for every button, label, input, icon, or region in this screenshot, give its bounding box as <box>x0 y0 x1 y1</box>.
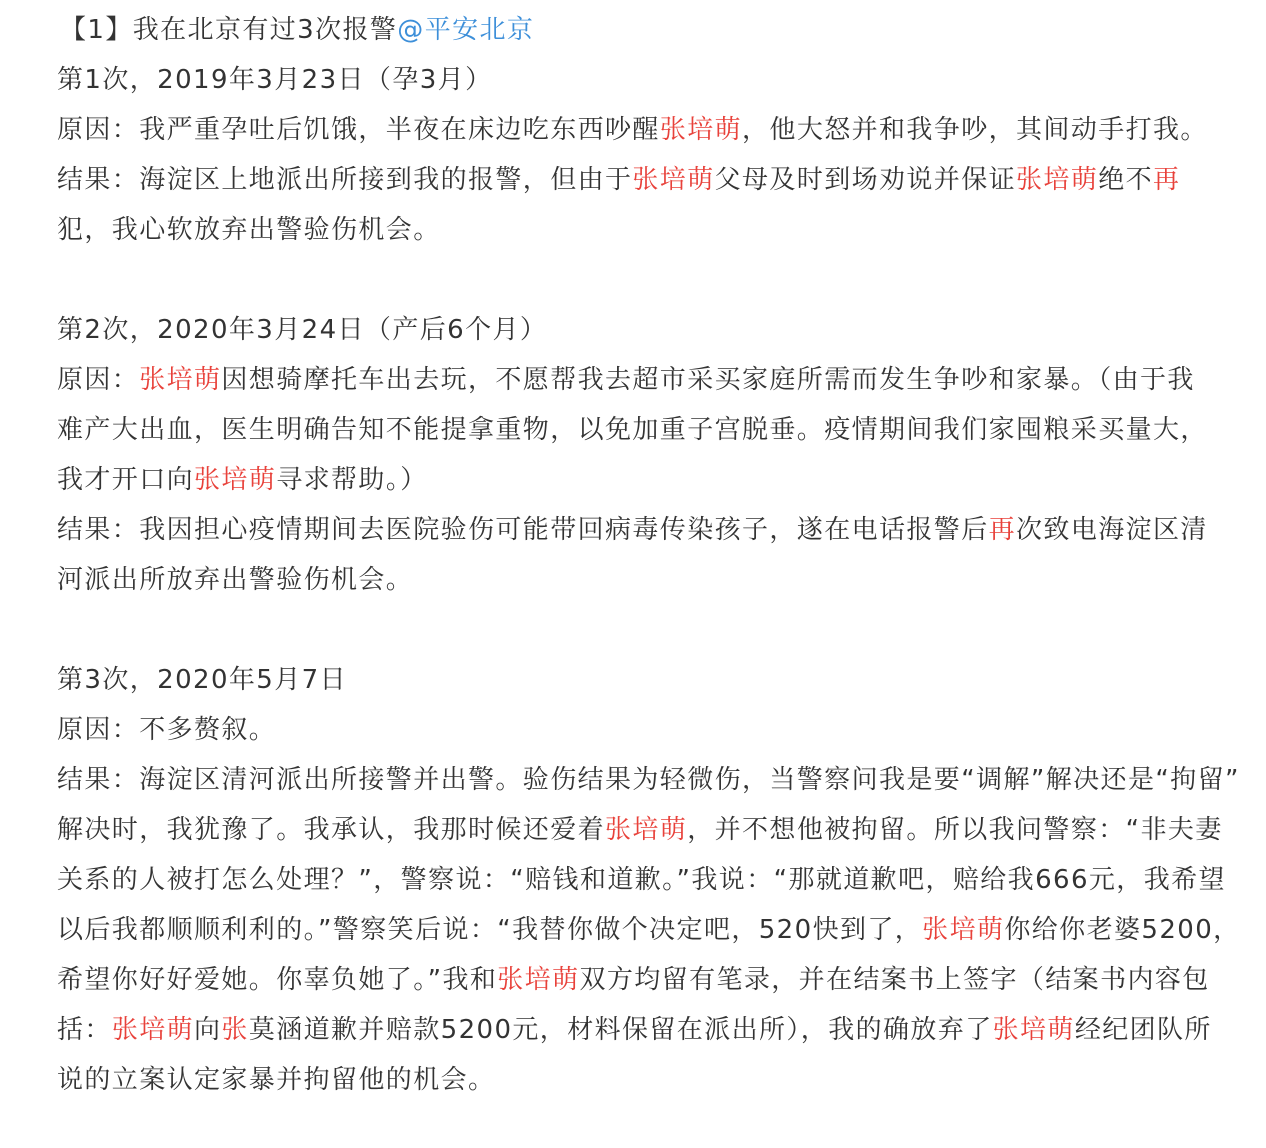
text-segment: 因想骑摩托车出去玩，不愿帮我去超市采买家庭所需而发生争吵和家暴。（由于我 <box>221 365 1195 395</box>
text-line <box>57 455 1241 505</box>
text-segment: 解决时，我犹豫了。我承认，我那时候还爱着 <box>57 815 606 845</box>
text-line <box>57 355 1241 405</box>
text-line <box>57 205 1241 255</box>
highlighted-name: 张培萌 <box>632 165 715 195</box>
text-line <box>57 955 1241 1005</box>
text-segment: 以后我都顺顺利利的。”警察笑后说：“我替你做个决定吧，520快到了， <box>57 915 923 945</box>
text-line <box>57 805 1241 855</box>
text-segment: 希望你好好爱她。你辜负她了。”我和 <box>57 965 498 995</box>
text-segment: 原因：不多赘叙。 <box>57 715 277 745</box>
text-segment: 寻求帮助。） <box>276 465 428 495</box>
highlighted-name: 张培萌 <box>1016 165 1099 195</box>
text-segment: 【1】我在北京有过3次报警 <box>60 15 398 45</box>
post-body <box>57 5 1241 1105</box>
text-line <box>57 655 1241 705</box>
text-segment: 第1次，2019年3月23日（孕3月） <box>57 65 493 95</box>
blank-line <box>57 255 1241 305</box>
text-line <box>57 305 1241 355</box>
text-line <box>57 105 1241 155</box>
text-segment: 河派出所放弃出警验伤机会。 <box>57 565 414 595</box>
highlighted-name: 再 <box>988 515 1017 545</box>
text-segment: 父母及时到场劝说并保证 <box>714 165 1017 195</box>
text-segment: 原因： <box>57 365 140 395</box>
text-segment: 我才开口向 <box>57 465 195 495</box>
text-segment: 绝不 <box>1098 165 1154 195</box>
text-segment: 经纪团队所 <box>1074 1015 1212 1045</box>
text-line <box>57 705 1241 755</box>
mention-link[interactable]: @平安北京 <box>397 15 535 45</box>
text-segment: 结果：海淀区清河派出所接警并出警。验伤结果为轻微伤，当警察问我是要“调解”解决还是“拘留” <box>57 765 1240 795</box>
text-segment: 括： <box>57 1015 112 1045</box>
highlighted-name: 张培萌 <box>922 915 1005 945</box>
highlighted-name: 再 <box>1153 165 1181 195</box>
text-line <box>57 1005 1241 1055</box>
text-line <box>57 505 1241 555</box>
text-segment: 犯，我心软放弃出警验伤机会。 <box>57 215 441 245</box>
text-segment: 说的立案认定家暴并拘留他的机会。 <box>57 1065 496 1095</box>
text-line <box>60 5 1241 55</box>
blank-line <box>57 605 1241 655</box>
text-segment: 双方均留有笔录，并在结案书上签字（结案书内容包 <box>579 965 1210 995</box>
highlighted-name: 张培萌 <box>992 1015 1075 1045</box>
text-line <box>57 905 1241 955</box>
text-segment: 向 <box>194 1015 222 1045</box>
highlighted-name: 张培萌 <box>139 365 222 395</box>
highlighted-name: 张培萌 <box>497 965 580 995</box>
text-line <box>57 755 1241 805</box>
highlighted-name: 张培萌 <box>194 465 277 495</box>
highlighted-name: 张 <box>221 1015 249 1045</box>
text-segment: 原因：我严重孕吐后饥饿，半夜在床边吃东西吵醒 <box>57 115 660 145</box>
text-segment: 第2次，2020年3月24日（产后6个月） <box>57 315 548 345</box>
highlighted-name: 张培萌 <box>111 1015 195 1045</box>
text-line <box>57 55 1241 105</box>
text-segment: ，他大怒并和我争吵，其间动手打我。 <box>742 115 1208 145</box>
text-segment: 关系的人被打怎么处理？”，警察说：“赔钱和道歉。”我说：“那就道歉吧，赔给我666元，我希望 <box>57 865 1226 895</box>
text-line <box>57 405 1241 455</box>
text-segment: 结果：我因担心疫情期间去医院验伤可能带回病毒传染孩子，遂在电话报警后 <box>57 515 989 545</box>
text-segment: 莫涵道歉并赔款5200元，材料保留在派出所），我的确放弃了 <box>248 1015 993 1045</box>
highlighted-name: 张培萌 <box>659 115 743 145</box>
text-line <box>57 1055 1241 1105</box>
text-segment: ，并不想他被拘留。所以我问警察：“非夫妻 <box>687 815 1223 845</box>
text-segment: 你给你老婆5200， <box>1004 915 1241 945</box>
highlighted-name: 张培萌 <box>605 815 688 845</box>
text-segment: 难产大出血，医生明确告知不能提拿重物，以免加重子宫脱垂。疫情期间我们家囤粮采买量大， <box>57 415 1208 445</box>
text-segment: 结果：海淀区上地派出所接到我的报警，但由于 <box>57 165 633 195</box>
text-line <box>57 555 1241 605</box>
text-line <box>57 855 1241 905</box>
text-segment: 第3次，2020年5月7日 <box>57 665 347 695</box>
text-line <box>57 155 1241 205</box>
text-segment: 次致电海淀区清 <box>1016 515 1208 545</box>
